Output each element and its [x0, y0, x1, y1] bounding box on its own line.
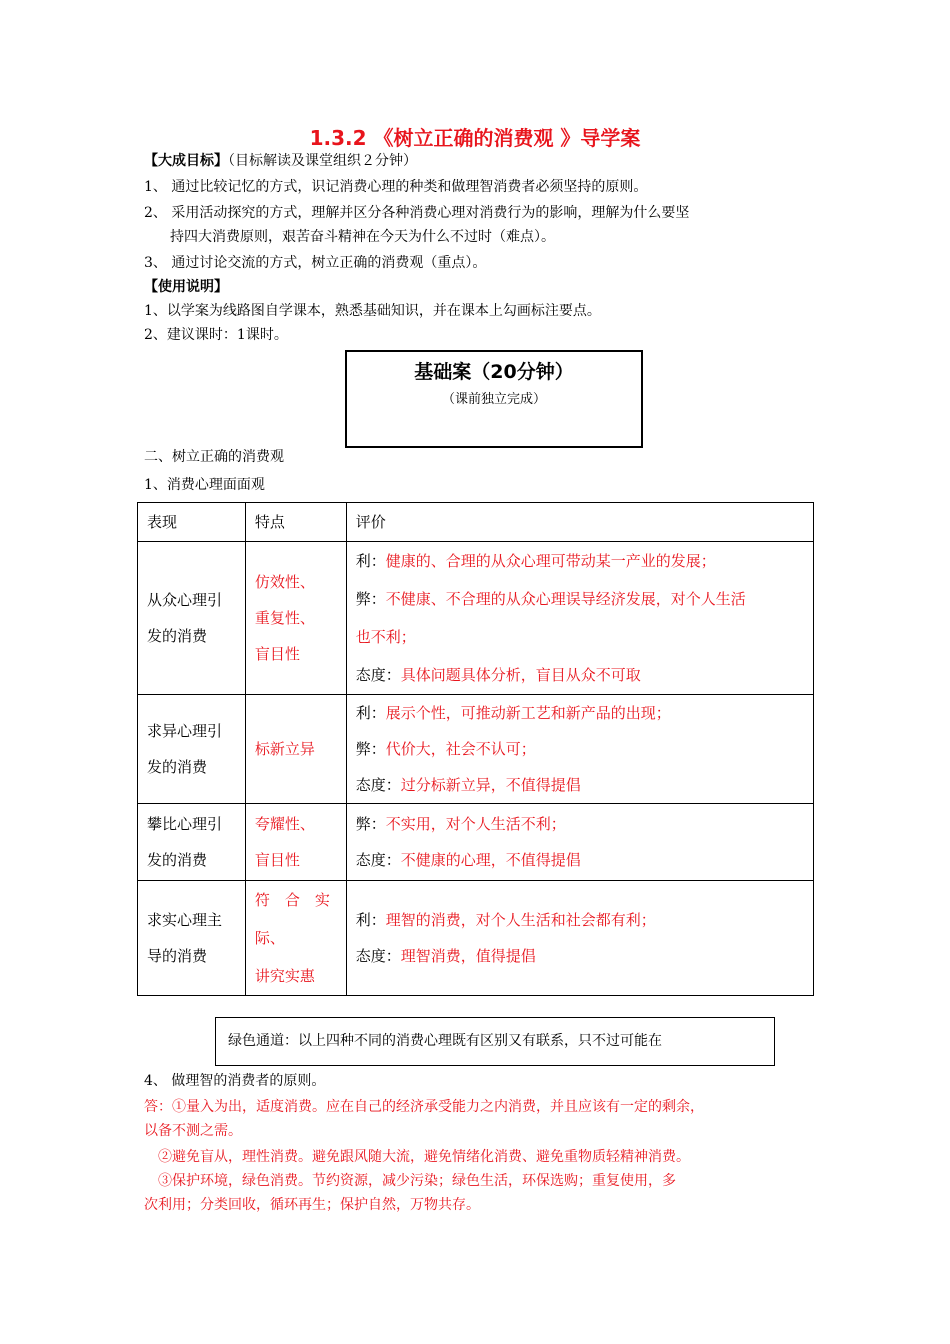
traits-cell: 符 合 实 际、 讲究实惠	[245, 881, 346, 996]
answer-line: ②避免盲从，理性消费。避免跟风随大流，避免情绪化消费、避免重物质轻精神消费。	[144, 1149, 690, 1165]
table-row	[138, 695, 814, 804]
type-cell: 求实心理主 导的消费	[138, 881, 246, 996]
table-row	[138, 881, 814, 996]
section-subheading: 1、消费心理面面观	[144, 477, 265, 493]
traits-cell: 标新立异	[245, 695, 346, 804]
table-row	[138, 804, 814, 881]
principles-heading: 4、 做理智的消费者的原则。	[144, 1073, 326, 1089]
page-title: 1.3.2 《树立正确的消费观 》导学案	[309, 126, 641, 150]
table-header-cell: 表现	[138, 503, 246, 542]
base-case-subtitle: （课前独立完成）	[441, 392, 546, 407]
goal-item-2-cont: 持四大消费原则，艰苦奋斗精神在今天为什么不过时（难点）。	[170, 229, 555, 245]
evaluation-cell: 弊：不实用，对个人生活不利； 态度：不健康的心理，不值得提倡	[346, 804, 813, 881]
goal-item-3: 3、 通过讨论交流的方式，树立正确的消费观（重点）。	[144, 255, 487, 271]
answer-line: 以备不测之需。	[144, 1123, 242, 1139]
green-channel-box: 绿色通道：以上四种不同的消费心理既有区别又有联系，只不过可能在	[215, 1017, 775, 1066]
traits-cell: 仿效性、 重复性、 盲目性	[245, 542, 346, 695]
evaluation-cell: 利：理智的消费，对个人生活和社会都有利； 态度：理智消费，值得提倡	[346, 881, 813, 996]
usage-item-1: 1、以学案为线路图自学课本，熟悉基础知识，并在课本上勾画标注要点。	[144, 303, 601, 319]
type-cell: 攀比心理引 发的消费	[138, 804, 246, 881]
traits-cell: 夸耀性、 盲目性	[245, 804, 346, 881]
table-header-cell: 评价	[346, 503, 813, 542]
goal-item-2: 2、 采用活动探究的方式，理解并区分各种消费心理对消费行为的影响，理解为什么要坚	[144, 205, 690, 221]
evaluation-cell: 利：健康的、合理的从众心理可带动某一产业的发展； 弊：不健康、不合理的从众心理误导经济发展，对个人生活 也不利； 态度：具体问题具体分析，盲目从众不可取	[346, 542, 813, 695]
base-case-box	[345, 350, 643, 448]
evaluation-cell: 利：展示个性，可推动新工艺和新产品的出现； 弊：代价大，社会不认可； 态度：过分标新立异，不值得提倡	[346, 695, 813, 804]
goals-heading: 【大成目标】	[144, 153, 228, 169]
answer-line: 次利用；分类回收，循环再生；保护自然，万物共存。	[144, 1197, 480, 1213]
consumer-psychology-table	[137, 502, 814, 996]
goals-note: （目标解读及课堂组织２分钟）	[228, 153, 417, 169]
type-cell: 求异心理引 发的消费	[138, 695, 246, 804]
usage-heading: 【使用说明】	[144, 279, 228, 295]
answer-line: ③保护环境，绿色消费。节约资源，减少污染；绿色生活，环保选购；重复使用，多	[144, 1173, 676, 1189]
type-cell: 从众心理引 发的消费	[138, 542, 246, 695]
goal-item-1: 1、 通过比较记忆的方式，识记消费心理的种类和做理智消费者必须坚持的原则。	[144, 179, 648, 195]
table-header-cell: 特点	[245, 503, 346, 542]
section-heading: 二、树立正确的消费观	[144, 449, 284, 465]
base-case-title: 基础案（20分钟）	[414, 361, 574, 383]
table-header-row	[138, 503, 814, 542]
table-row	[138, 542, 814, 695]
usage-item-2: 2、建议课时：1课时。	[144, 327, 288, 343]
goals-heading-line	[144, 150, 417, 172]
answer-line: 答：①量入为出，适度消费。应在自己的经济承受能力之内消费，并且应该有一定的剩余，	[144, 1099, 704, 1115]
